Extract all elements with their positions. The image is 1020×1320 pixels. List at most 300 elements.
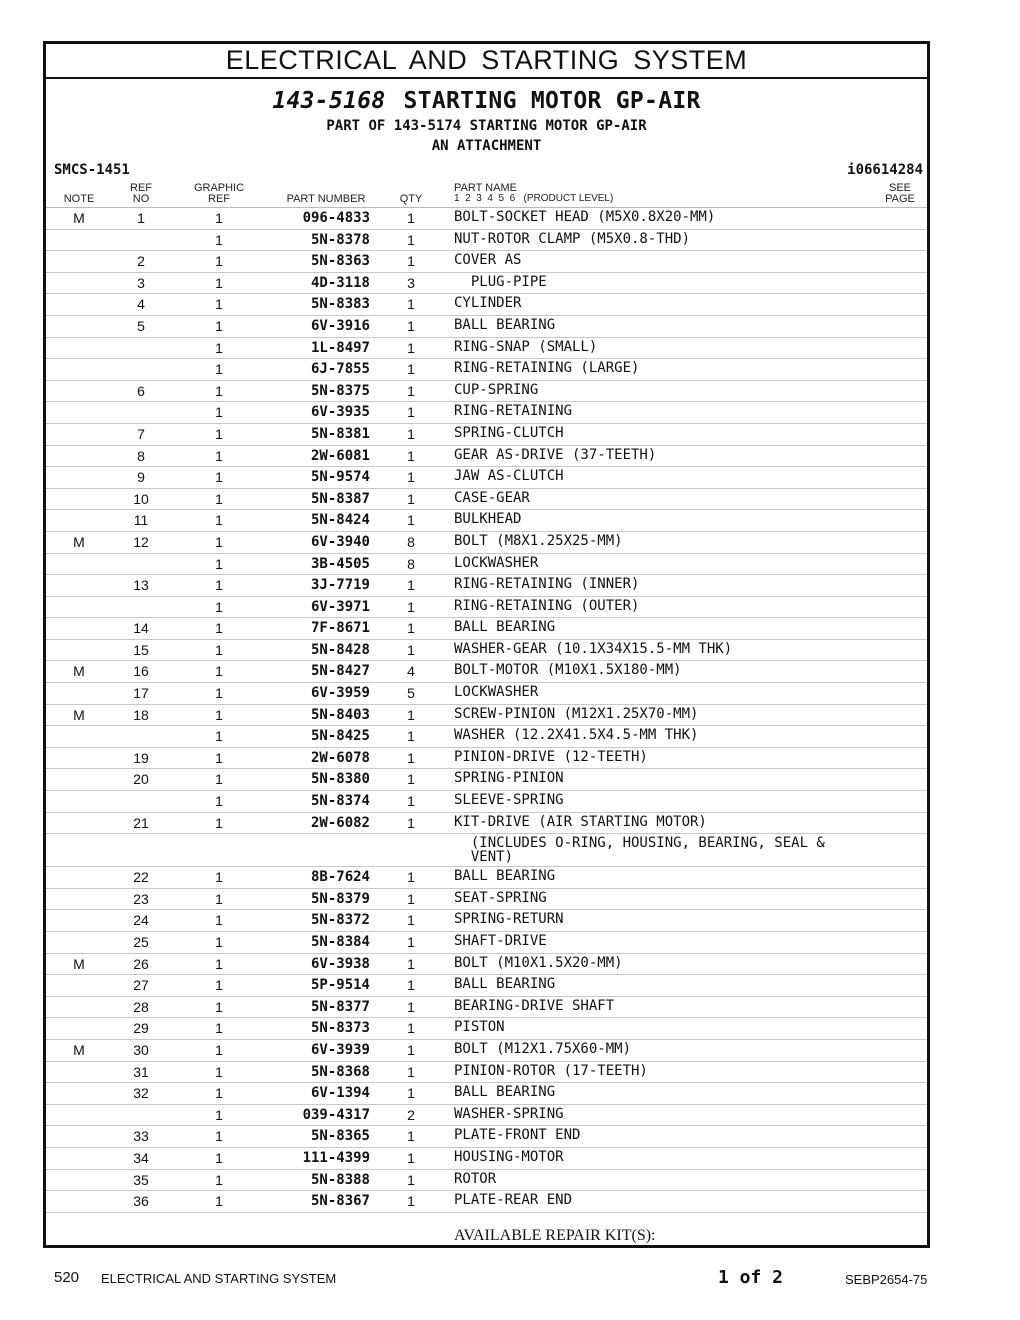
part-name-cell: PLATE-FRONT END	[454, 1127, 581, 1144]
graphic-ref-cell: 1	[215, 1085, 223, 1102]
ref-no-cell: 36	[133, 1193, 149, 1210]
table-row	[46, 381, 927, 403]
ref-no-cell: 10	[133, 490, 149, 507]
graphic-ref-cell: 1	[215, 469, 223, 486]
ref-no-cell: 32	[133, 1085, 149, 1102]
footer-page-of: 1 of 2	[718, 1267, 784, 1288]
qty-cell: 1	[407, 793, 415, 810]
ref-no-cell: 29	[133, 1020, 149, 1037]
col-part-number: PART NUMBER	[286, 193, 366, 205]
table-row	[46, 554, 927, 576]
table-row	[46, 1040, 927, 1062]
graphic-ref-cell: 1	[215, 771, 223, 788]
table-row	[46, 618, 927, 640]
part-name-cell: SEAT-SPRING	[454, 889, 547, 906]
ref-no-cell: 33	[133, 1128, 149, 1145]
qty-cell: 1	[407, 1128, 415, 1145]
part-name-cell: RING-RETAINING (OUTER)	[454, 597, 640, 614]
table-row	[46, 748, 927, 770]
table-row	[46, 402, 927, 424]
part-name-cell: CASE-GEAR	[454, 489, 530, 506]
smcs-row	[46, 162, 927, 178]
qty-cell: 1	[407, 1193, 415, 1210]
part-name-cell: NUT-ROTOR CLAMP (M5X0.8-THD)	[454, 230, 691, 247]
qty-cell: 1	[407, 934, 415, 950]
table-row	[46, 1105, 927, 1127]
graphic-ref-cell: 1	[215, 598, 223, 615]
graphic-ref-cell: 1	[215, 1063, 223, 1080]
part-number-cell: 5N-8380	[310, 771, 370, 788]
part-name-cell: LOCKWASHER	[454, 684, 539, 701]
graphic-ref-cell: 1	[215, 382, 223, 399]
table-row	[46, 769, 927, 791]
col-ref-1: REF	[130, 182, 152, 194]
part-number-cell: 5N-8428	[310, 641, 370, 658]
ref-no-cell: 34	[133, 1149, 149, 1166]
qty-cell: 1	[407, 598, 415, 615]
graphic-ref-cell: 1	[215, 1193, 223, 1210]
part-name-cell: PISTON	[454, 1019, 505, 1036]
note-cell: M	[73, 1041, 85, 1058]
ref-no-cell: 14	[133, 620, 149, 637]
part-number-cell: 039-4317	[302, 1106, 370, 1123]
graphic-ref-cell: 1	[215, 490, 223, 507]
col-part-name: PART NAME	[454, 182, 517, 194]
qty-cell: 1	[407, 890, 415, 907]
part-number-cell: 5N-8427	[310, 663, 370, 680]
part-name-cell: SPRING-CLUTCH	[454, 424, 564, 441]
part-name-cell: BOLT-MOTOR (M10X1.5X180-MM)	[454, 662, 682, 679]
graphic-ref-cell: 1	[215, 339, 223, 356]
part-name-cell: PINION-DRIVE (12-TEETH)	[454, 748, 648, 765]
part-name-cell: BEARING-DRIVE SHAFT	[454, 997, 615, 1014]
part-name-cell: BOLT (M12X1.75X60-MM)	[454, 1040, 632, 1057]
col-note: NOTE	[63, 193, 95, 205]
qty-cell: 1	[407, 912, 415, 929]
ref-no-cell: 8	[137, 447, 145, 464]
table-row	[46, 273, 927, 295]
qty-cell: 1	[407, 1063, 415, 1080]
ref-no-cell: 11	[133, 512, 149, 529]
parts-table	[46, 208, 927, 1213]
table-row	[46, 661, 927, 683]
qty-cell: 1	[407, 512, 415, 529]
ref-no-cell: 28	[133, 998, 149, 1015]
ref-no-cell: 31	[133, 1063, 149, 1080]
part-name-cell: RING-SNAP (SMALL)	[454, 338, 598, 355]
part-name-cell: CUP-SPRING	[454, 381, 539, 398]
ref-no-cell: 26	[133, 955, 149, 972]
part-name-cell: BALL BEARING	[454, 619, 556, 636]
table-row	[46, 338, 927, 360]
part-name-cell: SCREW-PINION (M12X1.25X70-MM)	[454, 705, 699, 722]
ref-no-cell: 18	[133, 706, 149, 723]
part-number-cell: 5N-8375	[310, 382, 370, 399]
table-row	[46, 640, 927, 662]
ref-no-cell: 30	[133, 1041, 149, 1058]
col-see-2: PAGE	[885, 193, 915, 205]
part-number-cell: 2W-6082	[310, 814, 370, 831]
ref-no-cell: 19	[133, 749, 149, 766]
ref-no-cell: 27	[133, 977, 149, 994]
table-row	[46, 975, 927, 997]
qty-cell: 1	[407, 339, 415, 356]
table-row	[46, 597, 927, 619]
table-row	[46, 359, 927, 381]
part-number-cell: 6V-3940	[310, 533, 370, 550]
table-row	[46, 1062, 927, 1084]
part-name-cell: WASHER-SPRING	[454, 1105, 564, 1122]
qty-cell: 8	[407, 555, 415, 572]
part-name-cell: BALL BEARING	[454, 976, 556, 993]
qty-cell: 1	[407, 296, 415, 313]
ref-no-cell: 9	[137, 469, 145, 486]
graphic-ref-cell: 1	[215, 533, 223, 550]
note-cell: M	[73, 663, 85, 680]
table-row	[46, 208, 927, 230]
qty-cell: 1	[407, 382, 415, 399]
ref-no-cell: 17	[133, 685, 149, 702]
table-row	[46, 932, 927, 954]
qty-cell: 1	[407, 1085, 415, 1102]
part-number-cell: 3J-7719	[310, 577, 370, 594]
graphic-ref-cell: 1	[215, 1041, 223, 1058]
qty-cell: 1	[407, 620, 415, 637]
part-name-cell: PLUG-PIPE	[454, 273, 547, 290]
part-name-cell: RING-RETAINING	[454, 403, 573, 420]
repair-kits-label: AVAILABLE REPAIR KIT(S):	[454, 1226, 656, 1244]
qty-cell: 1	[407, 317, 415, 334]
part-name-cell: KIT-DRIVE (AIR STARTING MOTOR)	[454, 813, 707, 830]
graphic-ref-cell: 1	[215, 685, 223, 702]
ref-no-cell: 25	[133, 934, 149, 950]
part-number-cell: 5N-8377	[310, 998, 370, 1015]
graphic-ref-cell: 1	[215, 749, 223, 766]
part-number-cell: 5N-8403	[310, 706, 370, 723]
part-number-cell: 6V-1394	[310, 1085, 370, 1102]
graphic-ref-cell: 1	[215, 890, 223, 907]
ref-no-cell: 22	[133, 869, 149, 886]
section-title: ELECTRICAL AND STARTING SYSTEM	[46, 44, 927, 79]
table-row	[46, 997, 927, 1019]
qty-cell: 1	[407, 749, 415, 766]
note-cell: M	[73, 955, 85, 972]
part-number-cell: 096-4833	[302, 210, 370, 226]
qty-cell: 1	[407, 1020, 415, 1037]
part-number-cell: 5N-8379	[310, 890, 370, 907]
group-part-number: 143-5168	[272, 88, 386, 114]
part-number-cell: 111-4399	[302, 1149, 370, 1166]
table-row	[46, 683, 927, 705]
qty-cell: 5	[407, 685, 415, 702]
part-number-cell: 5P-9514	[310, 977, 370, 994]
qty-cell: 1	[407, 955, 415, 972]
graphic-ref-cell: 1	[215, 555, 223, 572]
part-number-cell: 5N-8365	[310, 1128, 370, 1145]
col-see-1: SEE	[888, 182, 911, 194]
ref-no-cell: 3	[137, 274, 145, 291]
ref-no-cell: 1	[137, 210, 145, 226]
footer-page-number: 520	[54, 1269, 80, 1286]
part-number-cell: 6V-3916	[310, 317, 370, 334]
part-number-cell: 6V-3959	[310, 685, 370, 702]
graphic-ref-cell: 1	[215, 793, 223, 810]
qty-cell: 1	[407, 998, 415, 1015]
part-name-cell: JAW AS-CLUTCH	[454, 468, 564, 485]
graphic-ref-cell: 1	[215, 425, 223, 442]
part-number-cell: 5N-8388	[310, 1171, 370, 1188]
part-number-cell: 5N-8383	[310, 296, 370, 313]
part-name-cell: BULKHEAD	[454, 511, 522, 528]
graphic-ref-cell: 1	[215, 706, 223, 723]
part-number-cell: 1L-8497	[310, 339, 370, 356]
graphic-ref-cell: 1	[215, 977, 223, 994]
part-name-cell: SPRING-PINION	[454, 770, 564, 787]
part-number-cell: 6V-3971	[310, 598, 370, 615]
ref-no-cell: 23	[133, 890, 149, 907]
col-product-level: 1 2 3 4 5 6 (PRODUCT LEVEL)	[454, 193, 614, 204]
part-name-cell: PLATE-REAR END	[454, 1192, 573, 1209]
qty-cell: 4	[407, 663, 415, 680]
qty-cell: 1	[407, 425, 415, 442]
part-number-cell: 5N-8384	[310, 934, 370, 950]
part-number-cell: 6J-7855	[310, 361, 370, 378]
part-name-cell: CYLINDER	[454, 295, 522, 312]
part-name-cell: COVER AS	[454, 252, 522, 269]
part-name-cell: BOLT (M8X1.25X25-MM)	[454, 532, 623, 549]
part-name-cell: PINION-ROTOR (17-TEETH)	[454, 1062, 648, 1079]
part-number-cell: 5N-8367	[310, 1193, 370, 1210]
qty-cell: 1	[407, 577, 415, 594]
attachment-line: AN ATTACHMENT	[431, 138, 542, 154]
qty-cell: 1	[407, 447, 415, 464]
graphic-ref-cell: 1	[215, 253, 223, 270]
note-cell: M	[73, 533, 85, 550]
table-row	[46, 510, 927, 532]
table-row	[46, 294, 927, 316]
table-row	[46, 575, 927, 597]
graphic-ref-cell: 1	[215, 512, 223, 529]
ref-no-cell: 6	[137, 382, 145, 399]
part-name-cell: WASHER-GEAR (10.1X34X15.5-MM THK)	[454, 640, 733, 657]
qty-cell: 1	[407, 814, 415, 831]
graphic-ref-cell: 1	[215, 577, 223, 594]
column-header	[46, 181, 927, 208]
part-number-cell: 6V-3935	[310, 404, 370, 421]
part-number-cell: 3B-4505	[310, 555, 370, 572]
qty-cell: 1	[407, 641, 415, 658]
col-qty: QTY	[399, 193, 423, 205]
table-row	[46, 910, 927, 932]
col-gref-1: GRAPHIC	[193, 182, 245, 194]
qty-cell: 1	[407, 490, 415, 507]
graphic-ref-cell: 1	[215, 912, 223, 929]
page-footer	[0, 1267, 1020, 1287]
table-row	[46, 726, 927, 748]
table-row	[46, 1148, 927, 1170]
part-name-cell: HOUSING-MOTOR	[454, 1148, 564, 1165]
ref-no-cell: 35	[133, 1171, 149, 1188]
table-row	[46, 489, 927, 511]
part-name-cell: (INCLUDES O-RING, HOUSING, BEARING, SEAL & VENT)	[470, 835, 825, 866]
graphic-ref-cell: 1	[215, 663, 223, 680]
qty-cell: 1	[407, 977, 415, 994]
part-of-line: PART OF 143-5174 STARTING MOTOR GP-AIR	[326, 118, 647, 134]
qty-cell: 1	[407, 253, 415, 270]
part-number-cell: 5N-8368	[310, 1063, 370, 1080]
table-row	[46, 791, 927, 813]
graphic-ref-cell: 1	[215, 404, 223, 421]
col-ref-2: NO	[132, 193, 150, 205]
part-number-cell: 7F-8671	[310, 620, 370, 637]
col-gref-2: REF	[208, 193, 230, 205]
graphic-ref-cell: 1	[215, 814, 223, 831]
graphic-ref-cell: 1	[215, 1149, 223, 1166]
part-number-cell: 8B-7624	[310, 869, 370, 886]
group-name: STARTING MOTOR GP-AIR	[403, 88, 701, 114]
qty-cell: 3	[407, 274, 415, 291]
part-name-cell: BALL BEARING	[454, 316, 556, 333]
qty-cell: 1	[407, 869, 415, 886]
graphic-ref-cell: 1	[215, 1106, 223, 1123]
part-name-cell: BOLT-SOCKET HEAD (M5X0.8X20-MM)	[454, 209, 716, 225]
part-number-cell: 5N-8372	[310, 912, 370, 929]
table-row	[46, 889, 927, 911]
ref-no-cell: 24	[133, 912, 149, 929]
repair-kits-row	[46, 1213, 927, 1247]
qty-cell: 1	[407, 469, 415, 486]
ref-no-cell: 15	[133, 641, 149, 658]
table-row	[46, 424, 927, 446]
qty-cell: 1	[407, 404, 415, 421]
table-row	[46, 1191, 927, 1213]
graphic-ref-cell: 1	[215, 317, 223, 334]
footer-section: ELECTRICAL AND STARTING SYSTEM	[101, 1271, 337, 1286]
qty-cell: 1	[407, 361, 415, 378]
part-number-cell: 5N-8373	[310, 1020, 370, 1037]
table-row	[46, 1018, 927, 1040]
table-row	[46, 1170, 927, 1192]
qty-cell: 1	[407, 706, 415, 723]
part-number-cell: 6V-3938	[310, 955, 370, 972]
qty-cell: 1	[407, 1041, 415, 1058]
table-row	[46, 467, 927, 489]
part-name-cell: GEAR AS-DRIVE (37-TEETH)	[454, 446, 657, 463]
title-block	[46, 79, 927, 154]
part-number-cell: 5N-8374	[310, 793, 370, 810]
table-row	[46, 834, 927, 867]
graphic-ref-cell: 1	[215, 231, 223, 248]
table-row	[46, 316, 927, 338]
qty-cell: 1	[407, 1149, 415, 1166]
ref-no-cell: 13	[133, 577, 149, 594]
part-number-cell: 5N-8378	[310, 231, 370, 248]
qty-cell: 8	[407, 533, 415, 550]
qty-cell: 1	[407, 1171, 415, 1188]
graphic-ref-cell: 1	[215, 274, 223, 291]
table-row	[46, 230, 927, 252]
graphic-ref-cell: 1	[215, 998, 223, 1015]
part-name-cell: RING-RETAINING (INNER)	[454, 576, 640, 593]
part-name-cell: SPRING-RETURN	[454, 911, 564, 928]
graphic-ref-cell: 1	[215, 955, 223, 972]
graphic-ref-cell: 1	[215, 1171, 223, 1188]
graphic-ref-cell: 1	[215, 361, 223, 378]
graphic-ref-cell: 1	[215, 620, 223, 637]
ref-no-cell: 4	[137, 296, 145, 313]
ref-no-cell: 12	[133, 533, 149, 550]
part-name-cell: BALL BEARING	[454, 868, 556, 885]
note-cell: M	[73, 210, 85, 226]
part-name-cell: SLEEVE-SPRING	[454, 792, 564, 809]
part-number-cell: 2W-6078	[310, 749, 370, 766]
part-name-cell: BALL BEARING	[454, 1084, 556, 1101]
table-row	[46, 813, 927, 835]
main-title	[46, 88, 927, 114]
qty-cell: 1	[407, 728, 415, 745]
ref-no-cell: 7	[137, 425, 145, 442]
note-cell: M	[73, 706, 85, 723]
part-number-cell: 5N-8387	[310, 490, 370, 507]
part-number-cell: 5N-9574	[310, 469, 370, 486]
table-row	[46, 1126, 927, 1148]
qty-cell: 2	[407, 1106, 415, 1123]
part-number-cell: 5N-8381	[310, 425, 370, 442]
ref-no-cell: 21	[133, 814, 149, 831]
table-row	[46, 705, 927, 727]
smcs-code: SMCS-1451	[54, 162, 130, 178]
graphic-ref-cell: 1	[215, 210, 223, 226]
qty-cell: 1	[407, 771, 415, 788]
part-number-cell: 5N-8424	[310, 512, 370, 529]
graphic-ref-cell: 1	[215, 641, 223, 658]
table-row	[46, 251, 927, 273]
table-row	[46, 1083, 927, 1105]
graphic-ref-cell: 1	[215, 728, 223, 745]
part-name-cell: WASHER (12.2X41.5X4.5-MM THK)	[454, 727, 699, 744]
part-name-cell: ROTOR	[454, 1170, 497, 1187]
table-row	[46, 446, 927, 468]
part-name-cell: SHAFT-DRIVE	[454, 933, 547, 949]
ref-no-cell: 20	[133, 771, 149, 788]
illustration-id: i06614284	[847, 162, 923, 178]
footer-doc-number: SEBP2654-75	[845, 1272, 928, 1287]
graphic-ref-cell: 1	[215, 1128, 223, 1145]
part-number-cell: 5N-8363	[310, 253, 370, 270]
part-number-cell: 6V-3939	[310, 1041, 370, 1058]
part-number-cell: 2W-6081	[310, 447, 370, 464]
ref-no-cell: 16	[133, 663, 149, 680]
graphic-ref-cell: 1	[215, 869, 223, 886]
part-name-cell: RING-RETAINING (LARGE)	[454, 360, 640, 377]
part-name-cell: LOCKWASHER	[454, 554, 539, 571]
ref-no-cell: 2	[137, 253, 145, 270]
graphic-ref-cell: 1	[215, 1020, 223, 1037]
graphic-ref-cell: 1	[215, 934, 223, 950]
table-row	[46, 954, 927, 976]
parts-list-frame	[43, 41, 930, 1248]
qty-cell: 1	[407, 210, 415, 226]
qty-cell: 1	[407, 231, 415, 248]
part-number-cell: 4D-3118	[310, 274, 370, 291]
graphic-ref-cell: 1	[215, 447, 223, 464]
part-number-cell: 5N-8425	[310, 728, 370, 745]
ref-no-cell: 5	[137, 317, 145, 334]
table-row	[46, 532, 927, 554]
part-name-cell: BOLT (M10X1.5X20-MM)	[454, 954, 623, 971]
table-row	[46, 867, 927, 889]
graphic-ref-cell: 1	[215, 296, 223, 313]
